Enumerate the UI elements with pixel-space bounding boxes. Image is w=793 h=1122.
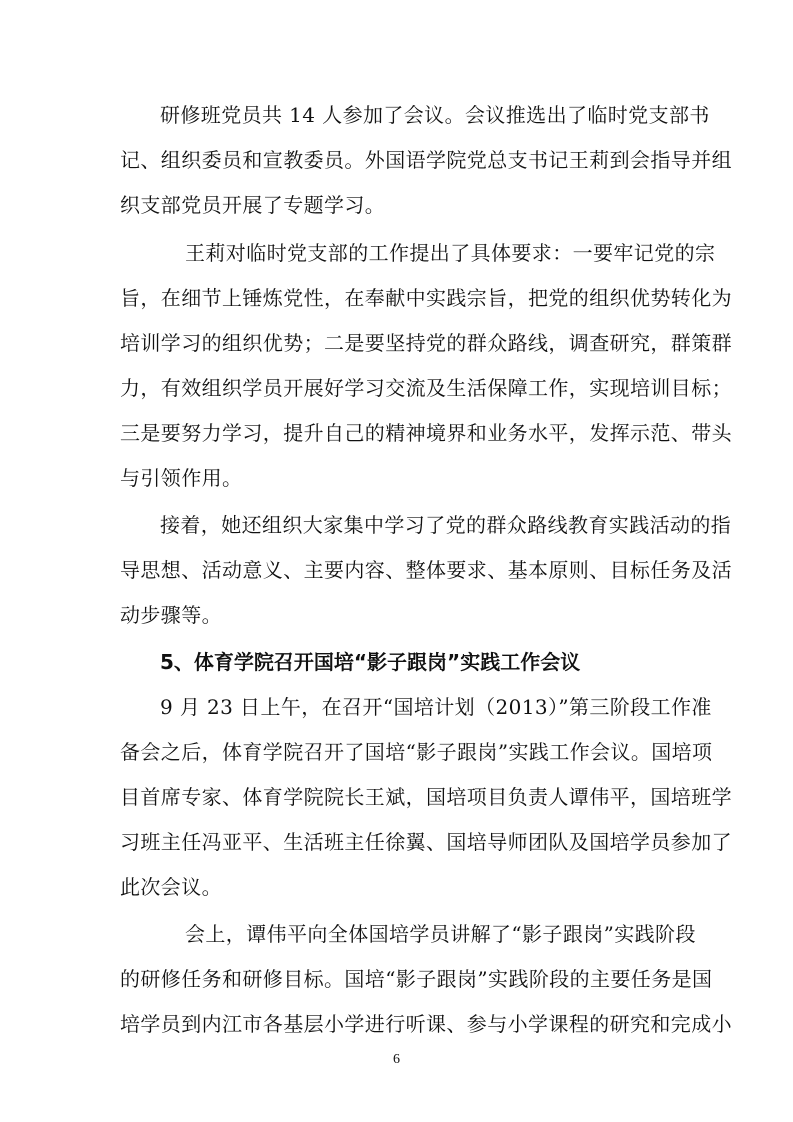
paragraph-2-line-5: 三是要努力学习，提升自己的精神境界和业务水平，发挥示范、带头: [120, 421, 732, 445]
page-number: 6: [393, 1052, 400, 1067]
paragraph-1-line-3: 织支部党员开展了专题学习。: [120, 193, 386, 217]
paragraph-2-line-3: 培训学习的组织优势；二是要坚持党的群众路线，调查研究，群策群: [120, 331, 732, 355]
paragraph-1-line-1: 研修班党员共 14 人参加了会议。会议推选出了临时党支部书: [160, 103, 710, 127]
section-paragraph-2-line-2: 的研修任务和研修目标。国培“影子跟岗”实践阶段的主要任务是国: [120, 967, 713, 991]
section-heading: 5、体育学院召开国培“影子跟岗”实践工作会议: [160, 650, 581, 674]
paragraph-2-line-4: 力，有效组织学员开展好学习交流及生活保障工作，实现培训目标；: [120, 376, 732, 400]
section-paragraph-2-line-3: 培学员到内江市各基层小学进行听课、参与小学课程的研究和完成小: [120, 1012, 732, 1036]
paragraph-3-line-2: 导思想、活动意义、主要内容、整体要求、基本原则、目标任务及活: [120, 558, 732, 582]
paragraph-2-line-2: 旨，在细节上锤炼党性，在奉献中实践宗旨，把党的组织优势转化为: [120, 286, 732, 310]
section-paragraph-1-line-1: 9 月 23 日上午，在召开“国培计划（2013）”第三阶段工作准: [160, 695, 712, 719]
paragraph-3-line-1: 接着，她还组织大家集中学习了党的群众路线教育实践活动的指: [160, 513, 732, 537]
section-paragraph-1-line-5: 此次会议。: [120, 875, 222, 899]
paragraph-3-line-3: 动步骤等。: [120, 603, 222, 627]
section-paragraph-1-line-2: 备会之后，体育学院召开了国培“影子跟岗”实践工作会议。国培项: [120, 740, 713, 764]
paragraph-2-line-6: 与引领作用。: [120, 466, 243, 490]
paragraph-1-line-2: 记、组织委员和宣教委员。外国语学院党总支书记王莉到会指导并组: [120, 148, 732, 172]
section-paragraph-1-line-4: 习班主任冯亚平、生活班主任徐翼、国培导师团队及国培学员参加了: [120, 830, 732, 854]
paragraph-2-line-1: 王莉对临时党支部的工作提出了具体要求：一要牢记党的宗: [185, 241, 716, 265]
section-paragraph-1-line-3: 目首席专家、体育学院院长王斌，国培项目负责人谭伟平，国培班学: [120, 785, 732, 809]
section-paragraph-2-line-1: 会上，谭伟平向全体国培学员讲解了“影子跟岗”实践阶段: [185, 922, 696, 946]
